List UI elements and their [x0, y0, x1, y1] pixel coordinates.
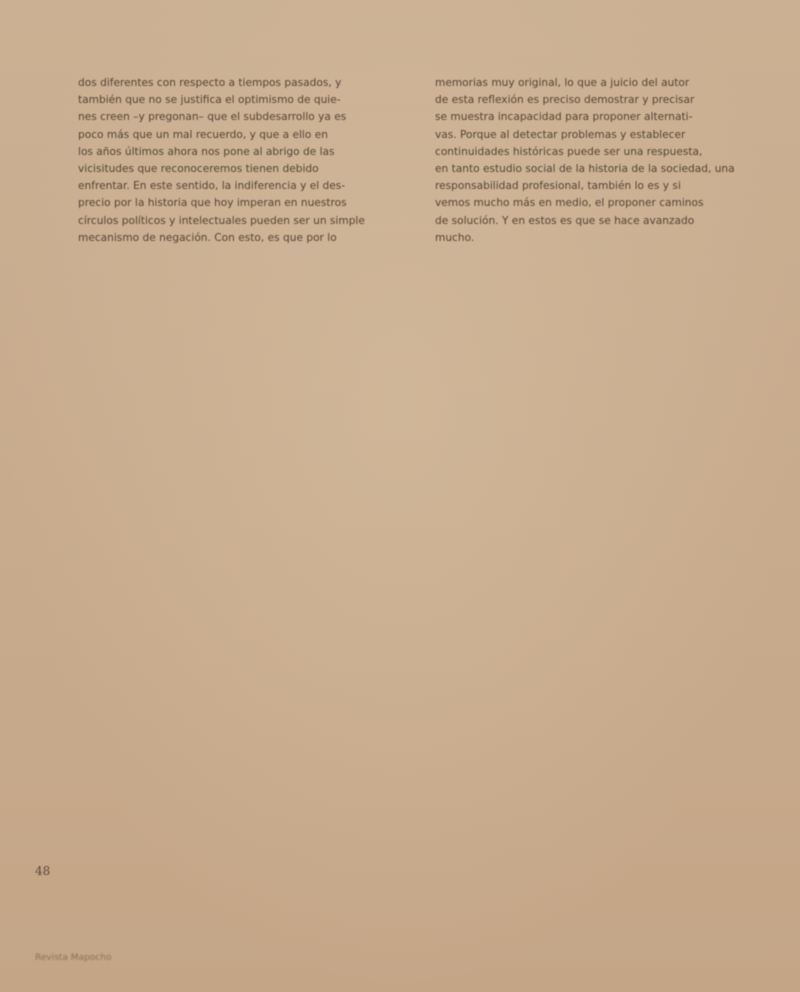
text-line: mecanismo de negación. Con esto, es que por lo: [78, 231, 337, 244]
text-line: también que no se justifica el optimismo de quie-: [78, 94, 341, 107]
text-line: en tanto estudio social de la historia de la sociedad, una: [435, 163, 735, 176]
page-number: 48: [35, 864, 51, 878]
right-text-column: [435, 75, 765, 247]
text-line: dos diferentes con respecto a tiempos pasados, y: [78, 77, 342, 89]
text-line: precio por la historia que hoy imperan en nuestros: [78, 197, 347, 210]
text-line: vas. Porque al detectar problemas y establecer: [435, 128, 686, 141]
text-line: los años últimos ahora nos pone al abrigo de las: [78, 145, 335, 158]
text-line: de solución. Y en estos es que se hace avanzado: [435, 214, 695, 227]
left-text-column: [78, 75, 408, 247]
text-line: responsabilidad profesional, también lo es y si: [435, 180, 681, 193]
text-line: nes creen –y pregonan– que el subdesarrollo ya es: [78, 111, 347, 124]
text-line: vicisitudes que reconoceremos tienen debido: [78, 163, 319, 176]
text-line: memorias muy original, lo que a juicio del autor: [435, 77, 690, 89]
text-line: de esta reflexión es preciso demostrar y precisar: [435, 94, 695, 107]
text-line: poco más que un mal recuerdo, y que a ello en: [78, 128, 328, 141]
text-line: círculos políticos y intelectuales pueden ser un simple: [78, 214, 365, 227]
text-line: se muestra incapacidad para proponer alternati-: [435, 111, 693, 124]
text-line: mucho.: [435, 231, 475, 244]
text-line: enfrentar. En este sentido, la indiferencia y el des-: [78, 180, 346, 193]
footer-text: Revista Mapocho: [35, 953, 112, 963]
text-line: continuidades históricas puede ser una respuesta,: [435, 145, 703, 158]
text-line: vemos mucho más en medio, el proponer caminos: [435, 197, 704, 210]
